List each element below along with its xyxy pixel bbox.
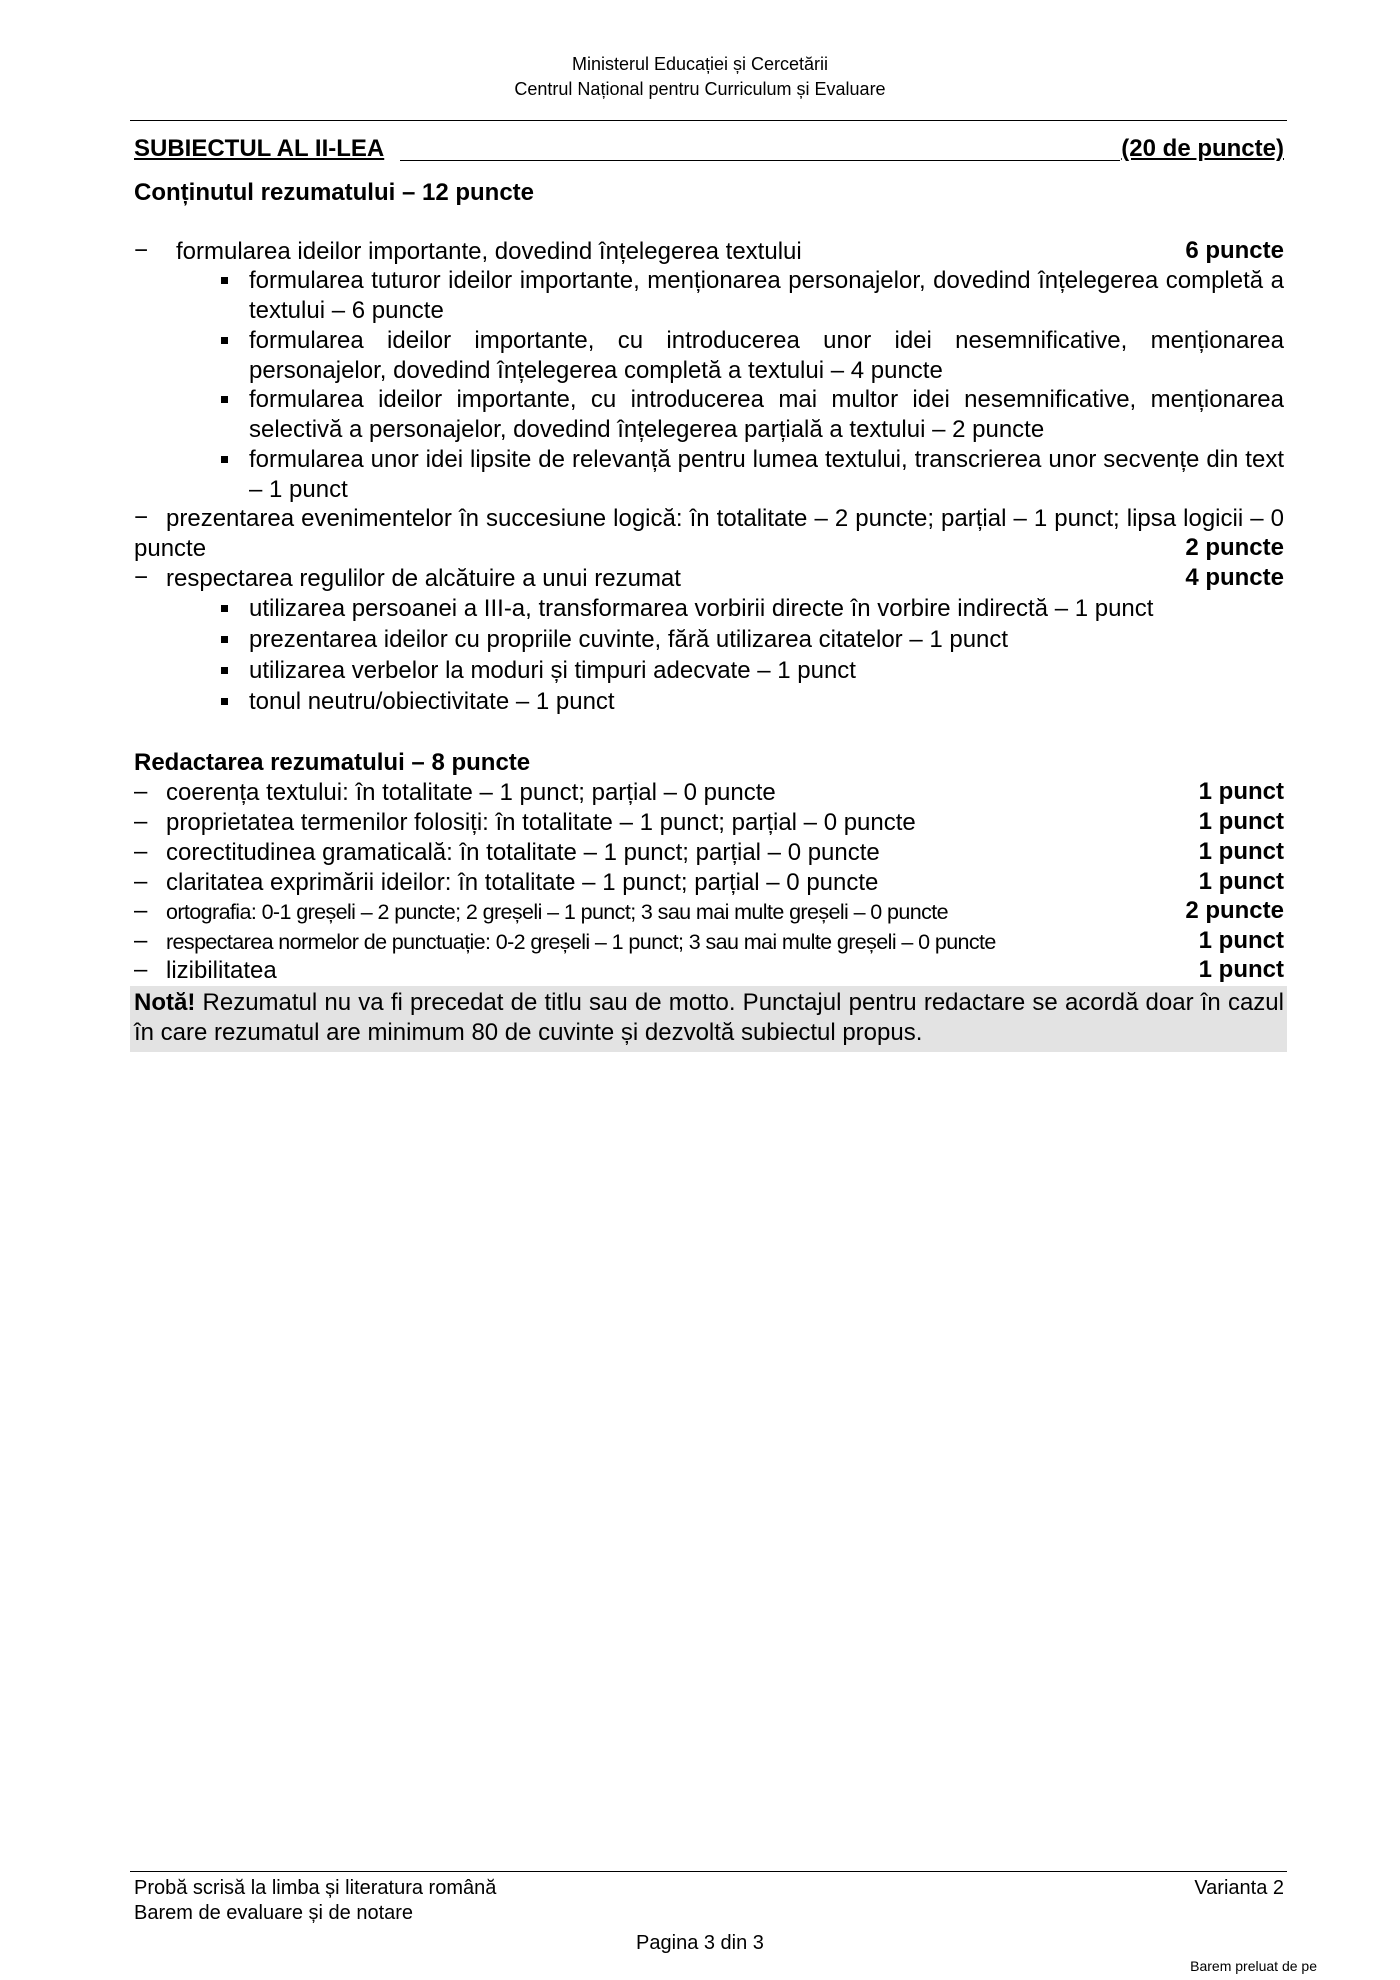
footer-variant: Varianta 2 (1194, 1877, 1284, 1899)
footer-source-note: Barem preluat de pe (1190, 1958, 1317, 1974)
note-label: Notă! (134, 989, 196, 1016)
criterion1-subitem: formularea tuturor ideilor importante, menționarea personajelor, dovedind înțelegerea completă a textului – 6 puncte (249, 267, 1284, 324)
subject-points: (20 de puncte) (1121, 135, 1284, 162)
criterion1-text: formularea ideilor importante, dovedind înțelegerea textului (176, 238, 802, 265)
note (134, 988, 1284, 1048)
writing-item-dash: – (134, 808, 148, 835)
writing-item-points: 1 punct (1198, 808, 1284, 835)
writing-item-points: 1 punct (1198, 838, 1284, 865)
criterion3-points: 4 puncte (1185, 564, 1284, 591)
writing-item-points: 1 punct (1198, 927, 1284, 954)
footer-page-number: Pagina 3 din 3 (636, 1932, 764, 1954)
writing-item-points: 1 punct (1198, 778, 1284, 805)
header-divider (130, 120, 1287, 121)
criterion3-dash: − (134, 564, 149, 591)
bullet-icon (221, 456, 228, 463)
writing-item-points: 1 punct (1198, 868, 1284, 895)
footer-exam-title: Probă scrisă la limba și literatura română (134, 1877, 497, 1899)
writing-item-dash: – (134, 956, 148, 983)
writing-item-text: corectitudinea gramaticală: în totalitate – 1 punct; parțial – 0 puncte (166, 839, 880, 866)
ministry-name: Ministerul Educației și Cercetării (571, 54, 829, 74)
bullet-icon (221, 667, 228, 674)
writing-item-dash: – (134, 778, 148, 805)
criterion2-dash: − (134, 504, 149, 531)
writing-item-text: claritatea exprimării ideilor: în totalitate – 1 punct; parțial – 0 puncte (166, 869, 879, 896)
criterion3-subitem: prezentarea ideilor cu propriile cuvinte, fără utilizarea citatelor – 1 punct (249, 626, 1009, 653)
note-text: Rezumatul nu va fi precedat de titlu sau de motto. Punctajul pentru redactare se acordă doar în cazul în care rezumatul are minimum 80 de cuvinte și dezvoltă subiectul propus. (134, 989, 1284, 1046)
criterion3-text: respectarea regulilor de alcătuire a unui rezumat (166, 565, 681, 592)
bullet-icon (221, 277, 228, 284)
criterion1-subitem: formularea ideilor importante, cu introducerea mai multor idei nesemnificative, menționarea selectivă a personajelor, dovedind înțelegerea parțială a textului – 2 puncte (249, 386, 1284, 443)
writing-item-dash: – (134, 897, 148, 924)
criterion1-subitem: formularea ideilor importante, cu introducerea unor idei nesemnificative, menționarea personajelor, dovedind înțelegerea completă a textului – 4 puncte (249, 327, 1284, 384)
writing-item-dash: – (134, 838, 148, 865)
criterion1-subitem: formularea unor idei lipsite de relevanță pentru lumea textului, transcrierea unor secvențe din text – 1 punct (249, 446, 1284, 503)
criterion2-points: 2 puncte (1185, 534, 1284, 561)
writing-item-points: 1 punct (1198, 956, 1284, 983)
subject-title-rule (400, 160, 1120, 161)
bullet-icon (221, 396, 228, 403)
criterion1-dash: − (134, 237, 149, 264)
writing-item-text: coerența textului: în totalitate – 1 punct; parțial – 0 puncte (166, 779, 776, 806)
bullet-icon (221, 636, 228, 643)
writing-item-dash: – (134, 927, 148, 954)
bullet-icon (221, 605, 228, 612)
center-name: Centrul Național pentru Curriculum și Evaluare (514, 79, 886, 99)
bullet-icon (221, 337, 228, 344)
content-section-title: Conținutul rezumatului – 12 puncte (134, 179, 535, 206)
criterion3-subitem: utilizarea verbelor la moduri și timpuri adecvate – 1 punct (249, 657, 856, 684)
writing-section-title: Redactarea rezumatului – 8 puncte (134, 749, 531, 776)
writing-item-text: proprietatea termenilor folosiți: în totalitate – 1 punct; parțial – 0 puncte (166, 809, 916, 836)
criterion3-subitem: utilizarea persoanei a III-a, transformarea vorbirii directe în vorbire indirectă – 1 punct (249, 595, 1154, 622)
criterion1-points: 6 puncte (1185, 237, 1284, 264)
writing-item-text: ortografia: 0-1 greșeli – 2 puncte; 2 greșeli – 1 punct; 3 sau mai multe greșeli – 0 puncte (166, 900, 948, 924)
writing-item-text: respectarea normelor de punctuație: 0-2 greșeli – 1 punct; 3 sau mai multe greșeli – 0 puncte (166, 930, 996, 954)
bullet-icon (221, 698, 228, 705)
writing-item-dash: – (134, 868, 148, 895)
footer-divider (130, 1871, 1287, 1872)
criterion3-subitem: tonul neutru/obiectivitate – 1 punct (249, 688, 615, 715)
subject-title: SUBIECTUL AL II-LEA (134, 135, 385, 162)
writing-item-text: lizibilitatea (166, 957, 277, 984)
writing-item-points: 2 puncte (1185, 897, 1284, 924)
footer-barem-title: Barem de evaluare și de notare (134, 1902, 414, 1924)
criterion2-text: prezentarea evenimentelor în succesiune logică: în totalitate – 2 puncte; parțial – 1 punct; lipsa logicii – 0 puncte (134, 505, 1284, 562)
